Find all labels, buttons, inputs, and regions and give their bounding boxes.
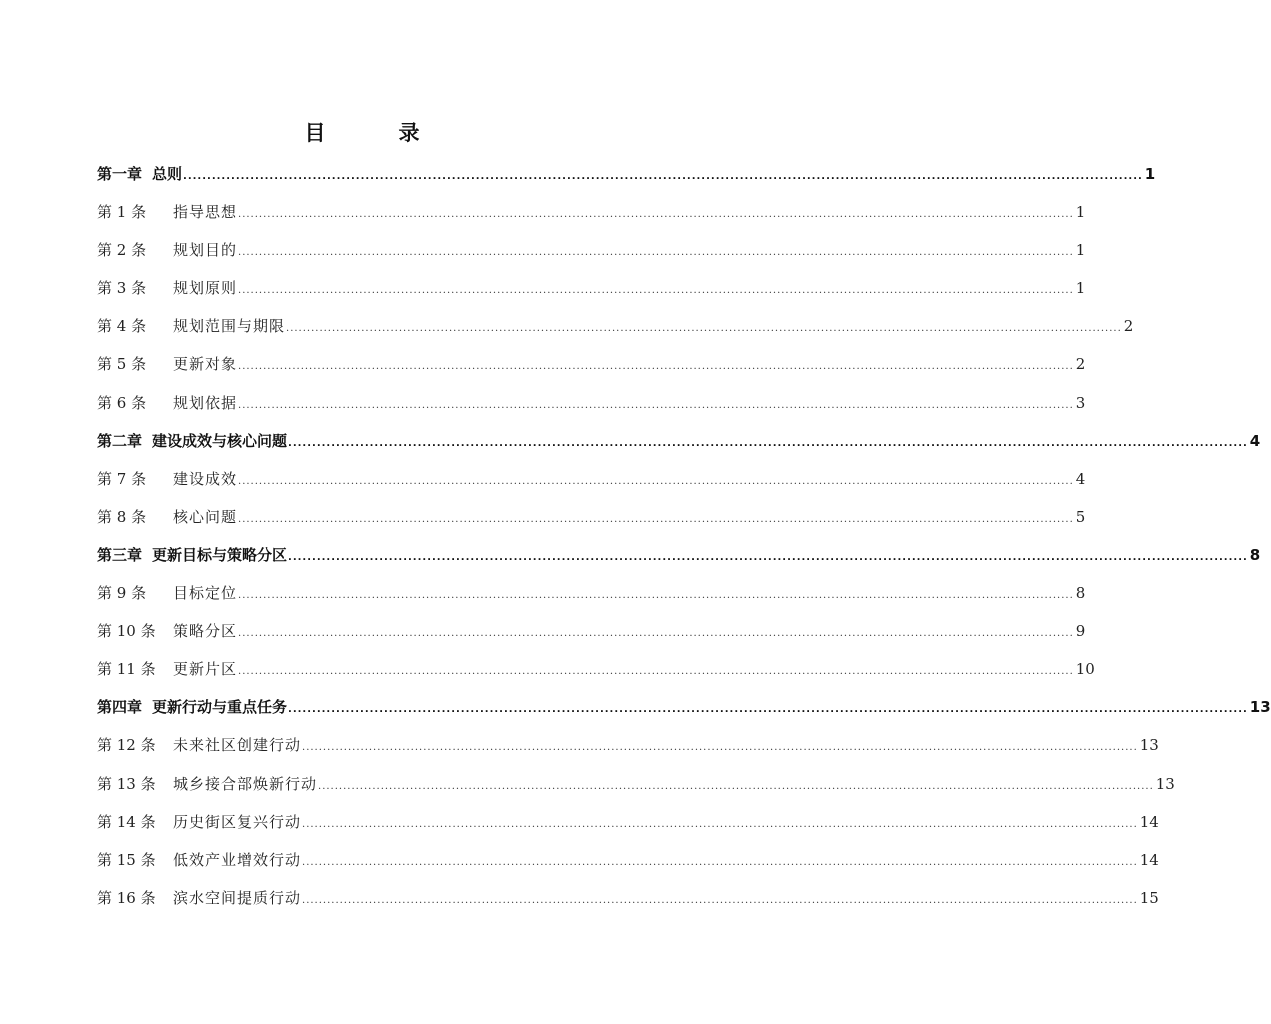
toc-article-entry[interactable] xyxy=(97,879,1159,917)
entry-number: 第 8 条 xyxy=(97,507,147,526)
dot-leader: ........................................................................................................................................................................................................ xyxy=(238,285,1074,297)
toc-article-entry[interactable] xyxy=(97,726,1159,764)
entry-title: 更新对象 xyxy=(173,355,238,374)
entry-number: 第 3 条 xyxy=(97,279,147,298)
dot-leader: ........................................................................................................................................................................................................ xyxy=(238,513,1074,525)
dot-leader: ........................................................................................................................................................................................................ xyxy=(238,628,1074,640)
entry-title: 规划原则 xyxy=(173,279,238,298)
entry-page-number: 14 xyxy=(1139,812,1159,831)
dot-leader: ........................................................................................................................................................................................................ xyxy=(288,437,1248,449)
toc-article-entry[interactable] xyxy=(97,650,1095,688)
toc-article-entry[interactable] xyxy=(97,384,1086,422)
dot-leader: ........................................................................................................................................................................................................ xyxy=(238,399,1074,411)
toc-title: 目 录 xyxy=(304,121,446,145)
entry-title: 低效产业增效行动 xyxy=(173,850,302,869)
entry-title: 总则 xyxy=(152,165,183,183)
dot-leader: ........................................................................................................................................................................................................ xyxy=(288,551,1248,563)
toc-chapter-entry[interactable] xyxy=(97,536,1261,574)
entry-number: 第 2 条 xyxy=(97,241,147,260)
entry-page-number: 9 xyxy=(1075,622,1086,641)
entry-number: 第 9 条 xyxy=(97,584,147,603)
entry-title: 城乡接合部焕新行动 xyxy=(173,774,318,793)
entry-page-number: 8 xyxy=(1075,584,1086,603)
entry-number: 第一章 xyxy=(97,165,143,183)
dot-leader: ........................................................................................................................................................................................................ xyxy=(238,475,1074,487)
dot-leader: ........................................................................................................................................................................................................ xyxy=(183,171,1143,182)
entry-page-number: 8 xyxy=(1249,545,1261,564)
entry-title: 历史街区复兴行动 xyxy=(173,812,302,831)
entry-number: 第 11 条 xyxy=(97,660,156,679)
entry-title: 核心问题 xyxy=(173,507,238,526)
entry-title: 建设成效与核心问题 xyxy=(152,431,288,450)
toc-article-entry[interactable] xyxy=(97,193,1086,231)
toc-article-entry[interactable] xyxy=(97,307,1134,345)
toc-chapter-entry[interactable] xyxy=(97,155,1156,193)
toc-list xyxy=(97,155,1271,917)
entry-title: 更新行动与重点任务 xyxy=(152,698,288,717)
entry-title: 规划依据 xyxy=(173,393,238,412)
entry-page-number: 3 xyxy=(1075,393,1086,412)
entry-page-number: 4 xyxy=(1249,431,1261,450)
dot-leader: ........................................................................................................................................................................................................ xyxy=(238,590,1074,602)
dot-leader: ........................................................................................................................................................................................................ xyxy=(238,247,1074,259)
toc-article-entry[interactable] xyxy=(97,612,1086,650)
toc-article-entry[interactable] xyxy=(97,460,1086,498)
entry-number: 第 10 条 xyxy=(97,622,156,641)
dot-leader: ........................................................................................................................................................................................................ xyxy=(238,666,1074,678)
entry-page-number: 2 xyxy=(1075,355,1086,374)
toc-article-entry[interactable] xyxy=(97,574,1086,612)
entry-title: 更新目标与策略分区 xyxy=(152,545,288,564)
entry-number: 第 13 条 xyxy=(97,774,156,793)
entry-title: 规划目的 xyxy=(173,241,238,260)
entry-page-number: 13 xyxy=(1139,736,1159,755)
dot-leader: ........................................................................................................................................................................................................ xyxy=(286,323,1122,335)
entry-number: 第 12 条 xyxy=(97,736,156,755)
toc-chapter-entry[interactable] xyxy=(97,688,1271,726)
entry-page-number: 13 xyxy=(1155,774,1175,793)
entry-title: 目标定位 xyxy=(173,584,238,603)
dot-leader: ........................................................................................................................................................................................................ xyxy=(238,361,1074,373)
dot-leader: ........................................................................................................................................................................................................ xyxy=(238,209,1074,221)
dot-leader: ........................................................................................................................................................................................................ xyxy=(288,704,1248,716)
dot-leader: ........................................................................................................................................................................................................ xyxy=(302,894,1138,906)
dot-leader: ........................................................................................................................................................................................................ xyxy=(302,742,1138,754)
entry-number: 第 5 条 xyxy=(97,355,147,374)
toc-chapter-entry[interactable] xyxy=(97,422,1261,460)
entry-title: 建设成效 xyxy=(173,469,238,488)
toc-article-entry[interactable] xyxy=(97,841,1159,879)
entry-page-number: 13 xyxy=(1249,698,1271,717)
toc-article-entry[interactable] xyxy=(97,231,1086,269)
entry-page-number: 1 xyxy=(1144,165,1156,183)
entry-number: 第二章 xyxy=(97,431,143,450)
entry-number: 第 14 条 xyxy=(97,812,156,831)
entry-page-number: 1 xyxy=(1075,203,1086,222)
entry-page-number: 1 xyxy=(1075,279,1086,298)
toc-article-entry[interactable] xyxy=(97,498,1086,536)
entry-page-number: 10 xyxy=(1075,660,1095,679)
entry-page-number: 5 xyxy=(1075,507,1086,526)
entry-number: 第 15 条 xyxy=(97,850,156,869)
entry-page-number: 1 xyxy=(1075,241,1086,260)
dot-leader: ........................................................................................................................................................................................................ xyxy=(302,856,1138,868)
entry-title: 滨水空间提质行动 xyxy=(173,888,302,907)
entry-page-number: 4 xyxy=(1075,469,1086,488)
entry-number: 第 7 条 xyxy=(97,469,147,488)
entry-page-number: 14 xyxy=(1139,850,1159,869)
entry-title: 指导思想 xyxy=(173,203,238,222)
entry-title: 未来社区创建行动 xyxy=(173,736,302,755)
toc-article-entry[interactable] xyxy=(97,345,1086,383)
entry-number: 第 4 条 xyxy=(97,317,147,336)
entry-number: 第 1 条 xyxy=(97,203,147,222)
toc-article-entry[interactable] xyxy=(97,803,1159,841)
entry-number: 第三章 xyxy=(97,545,143,564)
toc-article-entry[interactable] xyxy=(97,765,1175,803)
entry-page-number: 15 xyxy=(1139,888,1159,907)
entry-number: 第 6 条 xyxy=(97,393,147,412)
dot-leader: ........................................................................................................................................................................................................ xyxy=(318,780,1154,792)
entry-title: 更新片区 xyxy=(173,660,238,679)
entry-number: 第四章 xyxy=(97,698,143,717)
entry-title: 策略分区 xyxy=(173,622,238,641)
entry-page-number: 2 xyxy=(1123,317,1134,336)
entry-number: 第 16 条 xyxy=(97,888,156,907)
entry-title: 规划范围与期限 xyxy=(173,317,286,336)
dot-leader: ........................................................................................................................................................................................................ xyxy=(302,818,1138,830)
toc-article-entry[interactable] xyxy=(97,269,1086,307)
